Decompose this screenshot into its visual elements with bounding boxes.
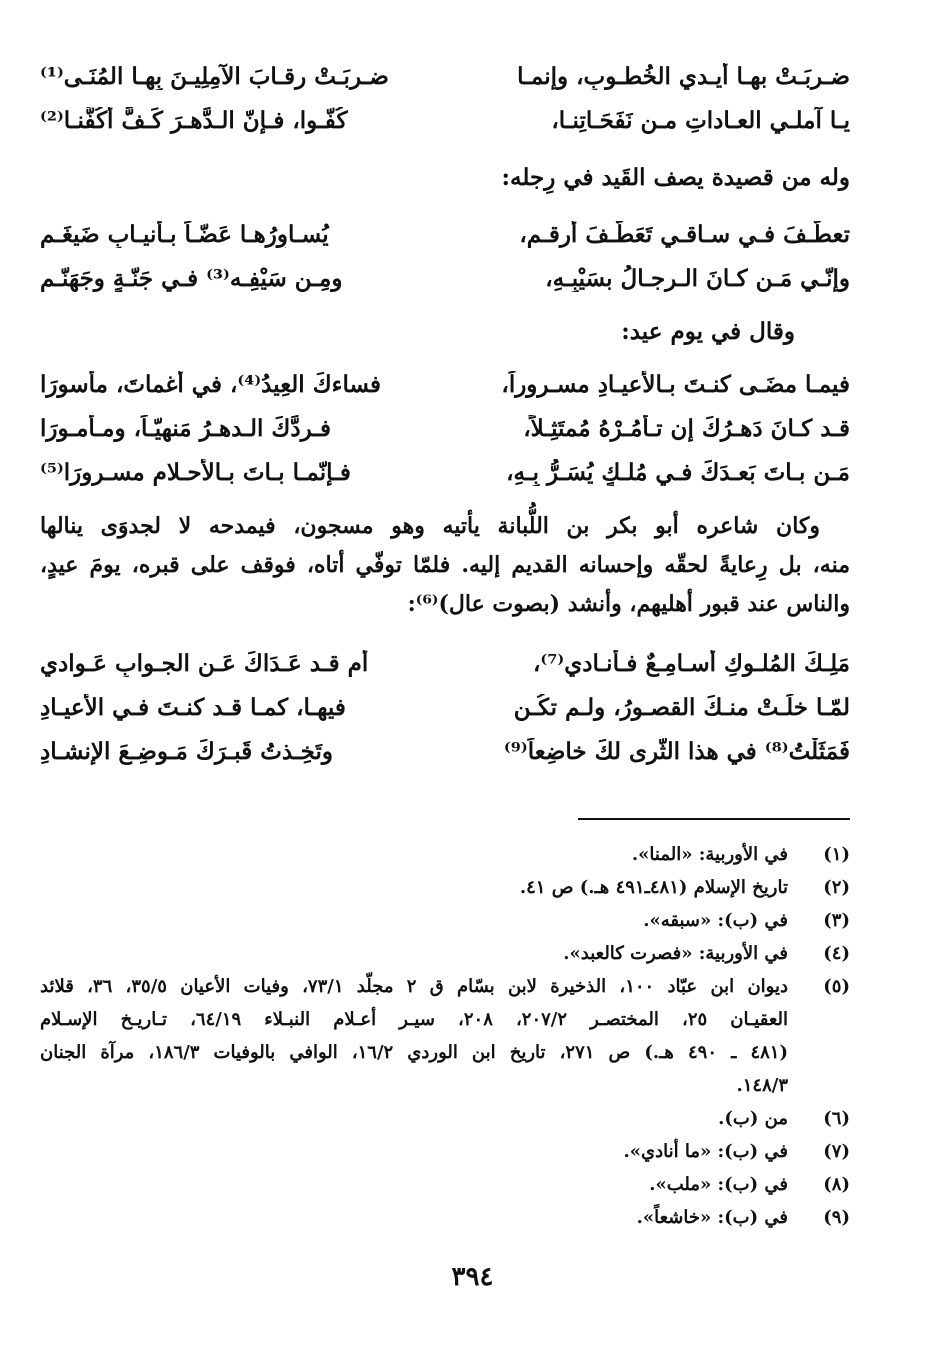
verse-second-hemistich: فيهـا، كمـا قـد كنـتَ فـي الأعيـادِ — [40, 693, 346, 721]
footnote-text: في (ب): «ما أنادي». — [623, 1141, 788, 1162]
verse-first-hemistich: مَـن بـاتَ بَعـدَكَ فـي مُلـكٍ يُسَـرُّ بِـهِ، — [506, 458, 850, 486]
verse-second-hemistich: وتَخِـذتُ قَبـرَكَ مَـوضِـعَ الإنشـادِ — [40, 737, 334, 765]
footnotes — [40, 838, 850, 1234]
footnote-text: في (ب): «ملب». — [649, 1174, 788, 1195]
verse-second-hemistich: فساءكَ العِيدُ⁽⁴⁾، في أغماتَ، مأسورَا — [40, 370, 381, 398]
footnote-text: في الأوربية: «المنا». — [631, 844, 788, 865]
verse-second-hemistich: فـردَّكَ الـدهـرُ مَنهِيّـاً، ومـأمـورَا — [40, 414, 331, 442]
poem-intro-fetter: وله من قصيدة يصف القَيد في رِجله: — [501, 164, 850, 191]
verse-first-hemistich: فيمـا مضَـى كنـتَ بـالأعيـادِ مسـروراً، — [501, 370, 850, 398]
verse-first-hemistich: وإنّـي مَـن كـانَ الـرجـالُ بسَيْبِـهِ، — [545, 264, 850, 292]
footnote-text: من (ب). — [718, 1108, 788, 1129]
verse-line — [40, 98, 850, 142]
verse-second-hemistich: ومِـن سَيْفِـه⁽³⁾ فـي جَنّـةٍ وجَهَنّـمِ — [40, 264, 343, 292]
footnote-number: (٢) — [823, 877, 850, 898]
footnote-number: (٤) — [823, 943, 850, 964]
verse-block-1 — [40, 54, 850, 142]
paragraph-line: منه، بل رِعايةً لحقّه وإحسانه القديم إليه. فلمّا توفّي أتاه، فوقف على قبره، يومَ عيدٍ، — [40, 552, 850, 578]
footnote — [40, 937, 850, 970]
footnote-number: (٨) — [823, 1174, 850, 1195]
verse-first-hemistich: ضـربَـتْ بهـا أيـدي الخُطـوبِ، وإنمـا — [517, 62, 850, 90]
page-number: ٣٩٤ — [451, 1262, 494, 1292]
verse-line — [40, 406, 850, 450]
verse-line — [40, 685, 850, 729]
verse-line — [40, 362, 850, 406]
footnote-number: (١) — [823, 844, 850, 865]
footnote — [40, 1102, 850, 1135]
verse-first-hemistich: فَمَثَلْتُ⁽⁸⁾ في هذا الثّرى لكَ خاضِعاً⁽⁹⁾ — [503, 737, 850, 765]
footnote — [40, 1201, 850, 1234]
footnote-text: في الأوربية: «فصرت كالعبد». — [563, 943, 788, 964]
verse-second-hemistich: كُفّـوا، فـإنّ الـدَّهـرَ كَـفَّ أكُفَّنـا⁽²⁾ — [40, 106, 348, 134]
footnote-text: في (ب): «سبقه». — [643, 910, 788, 931]
footnote-separator — [578, 818, 850, 820]
footnote — [40, 1135, 850, 1168]
footnote-number: (٥) — [823, 976, 850, 997]
verse-block-4 — [40, 641, 850, 773]
footnote-text: ديوان ابن عبّاد ١٠٠، الذخيرة لابن بسّام ق ٢ مجلّد ٧٣/١، وفيات الأعيان ٣٥/٥، ٣٦، قلائد العقيـان ٢٥، المختصـر ٢٠٧/٢، ٢٠٨، سيـر أعـلام النبـلاء ٦٤/١٩، تـاريـخ الإسـلام (٤٨١ ـ ٤٩٠ هـ.) ص ٢٧١، تاريخ ابن الوردي ١٦/٢، الوافي بالوفيات ١٨٦/٣، مرآة الجنان ١٤٨/٣. — [40, 976, 789, 1096]
verse-line — [40, 212, 850, 256]
prose-paragraph — [40, 507, 850, 624]
verse-first-hemistich: تعطّـفَ فـي سـاقـي تَعَطُّـفَ أرقـمِ، — [519, 220, 850, 248]
paragraph-line: وكان شاعره أبو بكر بن اللُّبانة يأتيه وهو مسجون، فيمدحه لا لجدوَى ينالها — [40, 513, 820, 539]
verse-block-2 — [40, 212, 850, 300]
poem-intro-eid: وقال في يوم عيد: — [621, 318, 795, 345]
verse-line — [40, 641, 850, 685]
verse-first-hemistich: مَلِـكَ المُلـوكِ أسـامِـعٌ فـأُنـادي⁽⁷⁾، — [532, 649, 850, 677]
footnote-text: تاريخ الإسلام (٤٨١ـ٤٩١ هـ.) ص ٤١. — [519, 877, 788, 898]
footnote-text: في (ب): «خاشعاً». — [636, 1207, 788, 1228]
verse-second-hemistich: فـإنّمـا بـاتَ بـالأحـلامِ مسـرورَا⁽⁵⁾ — [40, 458, 351, 486]
footnote — [40, 1168, 850, 1201]
footnote — [40, 904, 850, 937]
verse-line — [40, 450, 850, 494]
verse-second-hemistich: ضـربَـتْ رقـابَ الآمِلِيـنَ بِهـا المُنَـى⁽¹⁾ — [40, 62, 389, 90]
verse-block-3 — [40, 362, 850, 494]
verse-line — [40, 729, 850, 773]
verse-first-hemistich: قـد كـانَ دَهـرُكَ إن تـأمُـرْهُ مُمتَثِـلاً، — [523, 414, 850, 442]
verse-first-hemistich: لمّـا خلَـتْ منـكَ القصـورُ، ولـم تكُـن — [513, 693, 850, 721]
verse-second-hemistich: أم قـد عَـدَاكَ عَـنِ الجـوابِ عَـوادي — [40, 649, 369, 677]
paragraph-line: والناس عند قبور أهليهم، وأنشد (بصوت عال)⁽⁶⁾: — [407, 591, 850, 617]
verse-first-hemistich: يـا آملـي العـاداتِ مـن نَفَحَـاتِنـا، — [551, 106, 850, 134]
footnote-number: (٩) — [823, 1207, 850, 1228]
footnote — [40, 871, 850, 904]
verse-line — [40, 256, 850, 300]
footnote-number: (٦) — [823, 1108, 850, 1129]
footnote — [40, 970, 850, 1102]
verse-line — [40, 54, 850, 98]
footnote-number: (٣) — [823, 910, 850, 931]
verse-second-hemistich: يُسـاوِرُهـا عَضّـاً بـأنيـابِ ضَيغَـمِ — [40, 220, 329, 248]
footnote-number: (٧) — [823, 1141, 850, 1162]
footnote — [40, 838, 850, 871]
